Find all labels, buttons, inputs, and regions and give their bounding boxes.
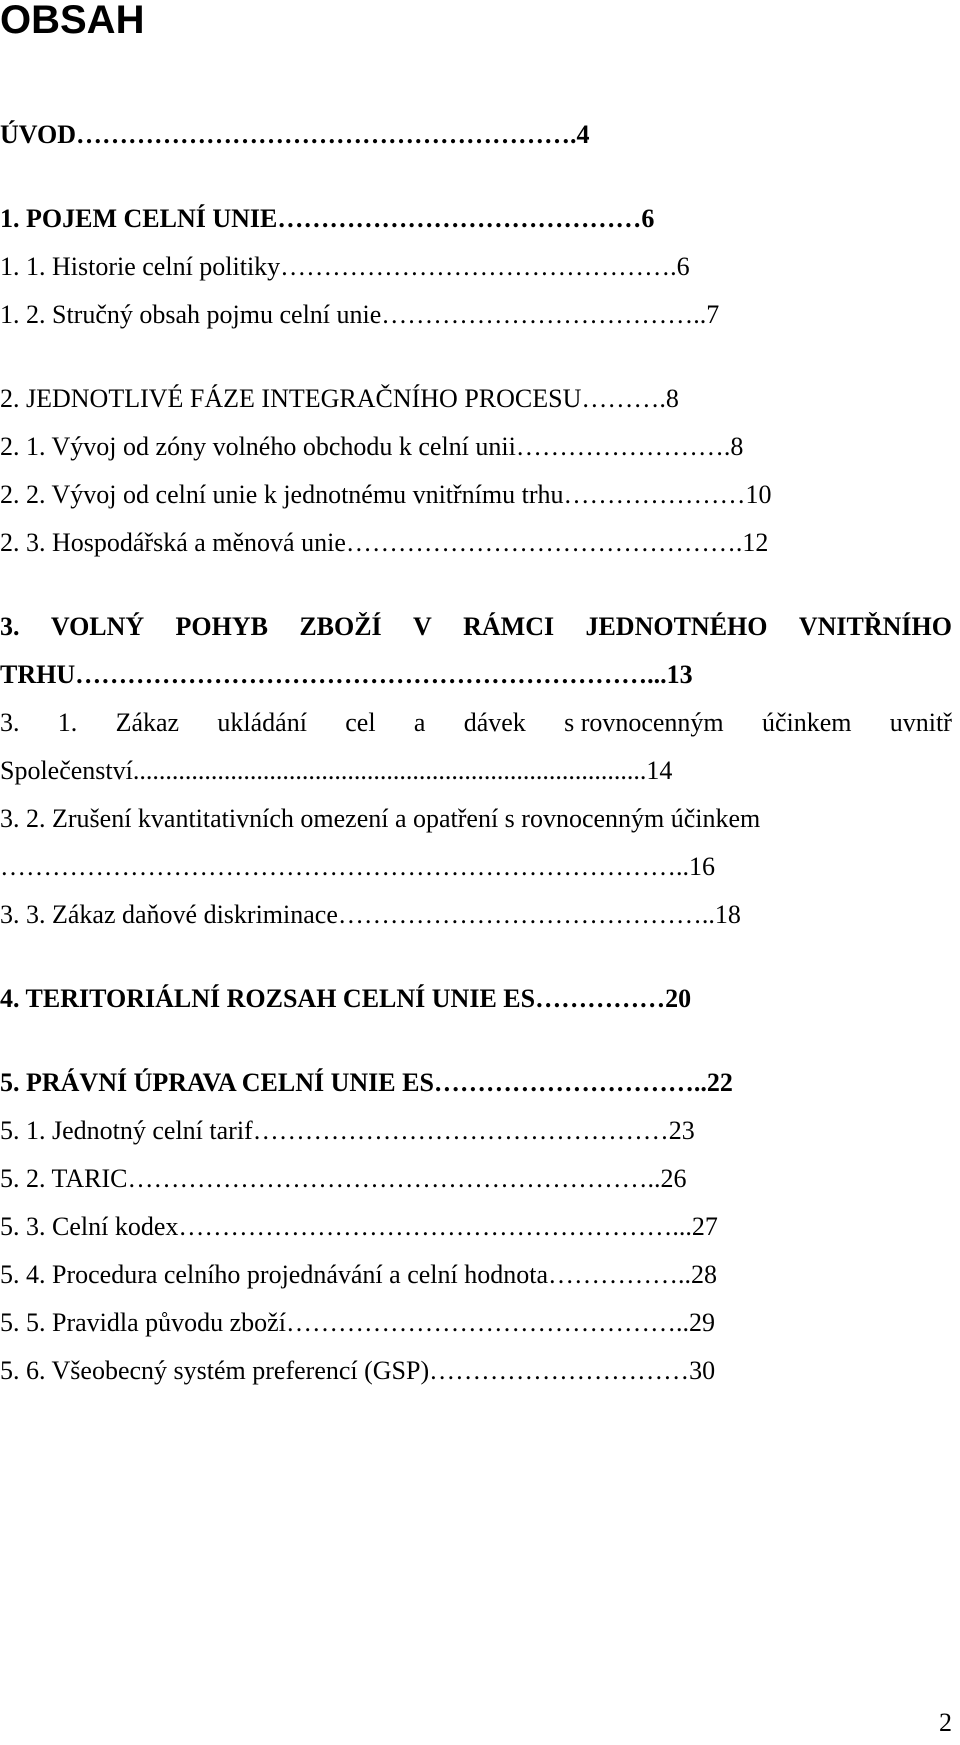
toc-entry-chapter-5[interactable]: 5. PRÁVNÍ ÚPRAVA CELNÍ UNIE ES…………………………..22: [0, 1068, 733, 1097]
toc-entry-2-2[interactable]: 2. 2. Vývoj od celní unie k jednotnému vnitřnímu trhu…………………10: [0, 480, 772, 509]
toc-entry-5-5[interactable]: 5. 5. Pravidla původu zboží………………………………………..29: [0, 1308, 715, 1337]
toc-word: RÁMCI: [463, 612, 555, 641]
toc-word: 3.: [0, 708, 20, 737]
page-number: 2: [939, 1708, 952, 1737]
toc-word: dávek: [463, 708, 526, 737]
toc-word: a: [413, 708, 426, 737]
toc-entry-3-2-line-2[interactable]: ……………………………………………………………………..16: [0, 852, 715, 881]
toc-word: 1.: [57, 708, 78, 737]
toc-word: 3.: [0, 612, 20, 641]
toc-word: V: [413, 612, 432, 641]
toc-entry-5-6[interactable]: 5. 6. Všeobecný systém preferencí (GSP)…………………………30: [0, 1356, 716, 1385]
toc-word: JEDNOTNÉHO: [585, 612, 768, 641]
toc-entry-2-1[interactable]: 2. 1. Vývoj od zóny volného obchodu k celní unii…………………….8: [0, 432, 744, 461]
toc-word: ukládání: [217, 708, 307, 737]
toc-entry-3-1-line-1[interactable]: [0, 708, 952, 738]
toc-entry-3-3[interactable]: 3. 3. Zákaz daňové diskriminace……………………………………..18: [0, 900, 741, 929]
toc-entry-chapter-2[interactable]: 2. JEDNOTLIVÉ FÁZE INTEGRAČNÍHO PROCESU……….8: [0, 384, 679, 413]
toc-entry-3-2-line-1[interactable]: 3. 2. Zrušení kvantitativních omezení a opatření s rovnocenným účinkem: [0, 804, 761, 833]
toc-word: POHYB: [175, 612, 268, 641]
toc-word: s rovnocenným: [564, 708, 724, 737]
toc-word: ZBOŽÍ: [299, 612, 382, 641]
toc-entry-5-4[interactable]: 5. 4. Procedura celního projednávání a celní hodnota……………..28: [0, 1260, 717, 1289]
toc-entry-chapter-4[interactable]: 4. TERITORIÁLNÍ ROZSAH CELNÍ UNIE ES……………20: [0, 984, 692, 1013]
toc-word: cel: [345, 708, 376, 737]
toc-entry-5-3[interactable]: 5. 3. Celní kodex…………………………………………………...27: [0, 1212, 718, 1241]
toc-entry-5-2[interactable]: 5. 2. TARIC……………………………………………………..26: [0, 1164, 687, 1193]
toc-entry-5-1[interactable]: 5. 1. Jednotný celní tarif…………………………………………23: [0, 1116, 695, 1145]
toc-entry-chapter-3-line-1[interactable]: [0, 612, 952, 642]
toc-word: účinkem: [761, 708, 852, 737]
toc-word: Zákaz: [115, 708, 180, 737]
toc-word: VNITŘNÍHO: [798, 612, 952, 641]
toc-entry-1-1[interactable]: 1. 1. Historie celní politiky……………………………………….6: [0, 252, 690, 281]
toc-entry-uvod[interactable]: ÚVOD………………………………………………….4: [0, 120, 590, 149]
toc-word: uvnitř: [889, 708, 952, 737]
toc-entry-1-2[interactable]: 1. 2. Stručný obsah pojmu celní unie………………………………..7: [0, 300, 720, 329]
toc-entry-chapter-3-line-2[interactable]: TRHU…………………………………………………………...13: [0, 660, 693, 689]
toc-entry-2-3[interactable]: 2. 3. Hospodářská a měnová unie……………………………………….12: [0, 528, 769, 557]
toc-word: VOLNÝ: [50, 612, 145, 641]
toc-entry-3-1-line-2[interactable]: Společenství...............................................................................14: [0, 756, 673, 785]
page-title: OBSAH: [0, 0, 145, 42]
toc-entry-chapter-1[interactable]: 1. POJEM CELNÍ UNIE……………………………………6: [0, 204, 655, 233]
